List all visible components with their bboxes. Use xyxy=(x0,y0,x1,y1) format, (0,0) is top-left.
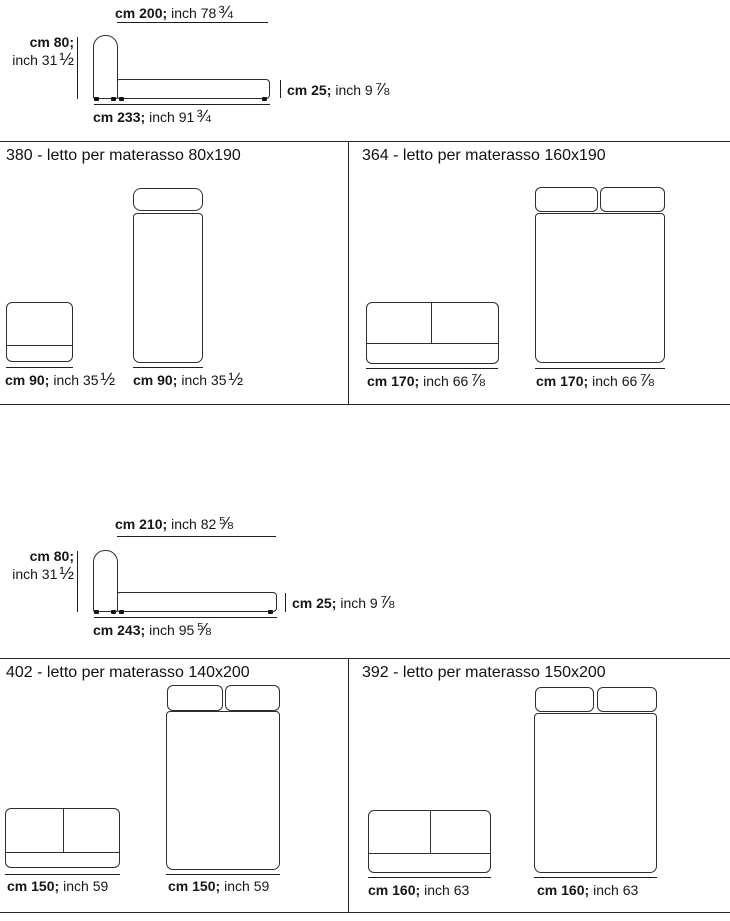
bed-foot xyxy=(119,97,124,101)
thickness-dimension-label xyxy=(287,81,389,99)
dimension-cm-value: cm 90; xyxy=(133,372,178,388)
width-dimension-label xyxy=(367,372,485,390)
dimension-inch-value: inch 59 xyxy=(63,878,109,894)
section-title: 380 - letto per materasso 80x190 xyxy=(6,147,241,164)
mattress-top-view xyxy=(166,711,280,870)
section-border-bottom-row2 xyxy=(0,912,730,913)
width-dimension-line xyxy=(133,367,203,368)
headboard-cushion-divider xyxy=(63,809,64,852)
section-border-top-row1 xyxy=(0,141,730,142)
width-dimension-label xyxy=(133,371,243,389)
dimension-cm-value: cm 210; xyxy=(115,516,168,532)
width-dimension-line xyxy=(535,368,665,369)
dimension-inch-fraction: ⅞ xyxy=(470,370,485,390)
headboard-side-outline xyxy=(93,35,118,99)
width-dimension-label xyxy=(5,371,115,389)
dimension-inch-value: inch 78 xyxy=(171,5,217,21)
dimension-inch-value: inch 31 xyxy=(12,566,58,582)
dimension-cm-value: cm 160; xyxy=(537,882,590,898)
thickness-dimension-tick xyxy=(285,593,286,612)
height-dimension-label xyxy=(4,548,74,583)
section-border-bottom-row1 xyxy=(0,404,730,405)
dimension-cm-value: cm 170; xyxy=(536,373,589,389)
bed-foot xyxy=(111,97,116,101)
dimension-inch-value: inch 63 xyxy=(593,882,639,898)
section-title: 392 - letto per materasso 150x200 xyxy=(362,664,606,681)
width-dimension-line xyxy=(368,877,491,878)
dimension-inch-fraction: ½ xyxy=(59,49,74,69)
bed-foot xyxy=(94,97,99,101)
pillow-top-view xyxy=(597,687,657,712)
bed-foot xyxy=(94,610,99,614)
dimension-inch-value: inch 9 xyxy=(335,82,373,98)
dimension-inch-fraction: ⅞ xyxy=(379,592,395,612)
width-dimension-line xyxy=(5,874,120,875)
bed-foot xyxy=(268,610,273,614)
dimension-inch-value: inch 66 xyxy=(423,373,469,389)
total-length-dimension-label xyxy=(93,108,211,126)
dimension-inch-value: inch 59 xyxy=(224,878,270,894)
bed-frame-side-outline xyxy=(117,592,277,612)
dimension-inch-fraction: ½ xyxy=(228,369,244,389)
pillow-top-view xyxy=(535,187,598,212)
dimension-inch-value: inch 66 xyxy=(592,373,638,389)
bed-base-line xyxy=(367,343,498,344)
height-dimension-label xyxy=(4,34,74,69)
thickness-dimension-label xyxy=(292,594,394,612)
dimension-cm-value: cm 233; xyxy=(93,109,146,125)
width-dimension-label xyxy=(168,877,271,895)
bed-front-view xyxy=(366,302,499,364)
height-dimension-line xyxy=(77,37,78,99)
bed-foot xyxy=(111,610,116,614)
headboard-cushion-divider xyxy=(430,811,431,853)
bed-front-view xyxy=(6,302,73,362)
width-dimension-line xyxy=(366,368,498,369)
dimension-cm-value: cm 90; xyxy=(5,372,50,388)
dimension-inch-value: inch 63 xyxy=(424,882,470,898)
section-title: 402 - letto per materasso 140x200 xyxy=(6,664,250,681)
section-divider-row1 xyxy=(348,141,349,404)
total-length-dimension-label xyxy=(93,621,211,639)
bed-front-view xyxy=(368,810,491,873)
dimension-inch-fraction: ¾ xyxy=(196,106,211,126)
section-border-top-row2 xyxy=(0,658,730,659)
dimension-cm-value: cm 170; xyxy=(367,373,420,389)
length-dimension-label xyxy=(115,4,233,22)
dimension-inch-value: inch 35 xyxy=(53,372,99,388)
headboard-side-outline xyxy=(93,550,118,612)
thickness-dimension-tick xyxy=(280,80,281,98)
dimension-cm-value: cm 25; xyxy=(287,82,332,98)
dimension-cm-value: cm 80; xyxy=(29,548,74,564)
bed-front-view xyxy=(5,808,120,868)
height-dimension-line xyxy=(77,551,78,612)
dimension-inch-value: inch 95 xyxy=(149,622,195,638)
width-dimension-label xyxy=(368,881,471,899)
width-dimension-label xyxy=(7,877,110,895)
dimension-inch-fraction: ¾ xyxy=(218,2,233,22)
headboard-cushion-divider xyxy=(431,303,432,343)
headboard-top-view xyxy=(133,188,203,211)
mattress-top-view xyxy=(535,213,665,363)
section-title: 364 - letto per materasso 160x190 xyxy=(362,147,606,164)
width-dimension-line xyxy=(6,367,73,368)
dimension-inch-fraction: ½ xyxy=(59,563,74,583)
dimension-inch-fraction: ½ xyxy=(100,369,116,389)
bed-base-line xyxy=(7,345,72,346)
pillow-top-view xyxy=(225,685,280,711)
dimension-cm-value: cm 80; xyxy=(29,34,74,50)
dimension-inch-value: inch 9 xyxy=(340,595,378,611)
dimension-cm-value: cm 160; xyxy=(368,882,421,898)
width-dimension-line xyxy=(534,877,657,878)
dimension-inch-value: inch 82 xyxy=(171,516,217,532)
dimension-inch-value: inch 35 xyxy=(181,372,227,388)
dimension-cm-value: cm 150; xyxy=(7,878,60,894)
length-dimension-label xyxy=(115,515,233,533)
bed-base-line xyxy=(6,852,119,853)
dimension-cm-value: cm 25; xyxy=(292,595,337,611)
bed-frame-side-outline xyxy=(117,79,270,99)
dimension-cm-value: cm 200; xyxy=(115,5,168,21)
pillow-top-view xyxy=(167,685,223,711)
mattress-top-view xyxy=(534,713,657,873)
length-dimension-line xyxy=(117,22,268,23)
bed-base-line xyxy=(369,853,490,854)
mattress-top-view xyxy=(133,213,203,363)
dimension-inch-value: inch 91 xyxy=(149,109,195,125)
total-length-dimension-line xyxy=(94,104,270,105)
total-length-dimension-line xyxy=(94,617,277,618)
length-dimension-line xyxy=(117,536,276,537)
section-divider-row2 xyxy=(348,658,349,912)
pillow-top-view xyxy=(535,687,594,712)
pillow-top-view xyxy=(600,187,665,212)
dimension-inch-fraction: ⅞ xyxy=(374,79,390,99)
dimension-cm-value: cm 243; xyxy=(93,622,146,638)
bed-foot xyxy=(119,610,124,614)
dimension-inch-fraction: ⅝ xyxy=(218,513,233,533)
width-dimension-line xyxy=(166,874,280,875)
dimension-inch-fraction: ⅞ xyxy=(639,370,654,390)
width-dimension-label xyxy=(536,372,654,390)
dimension-inch-fraction: ⅝ xyxy=(196,619,211,639)
dimension-cm-value: cm 150; xyxy=(168,878,221,894)
width-dimension-label xyxy=(537,881,640,899)
bed-foot xyxy=(262,97,267,101)
dimension-inch-value: inch 31 xyxy=(12,52,58,68)
